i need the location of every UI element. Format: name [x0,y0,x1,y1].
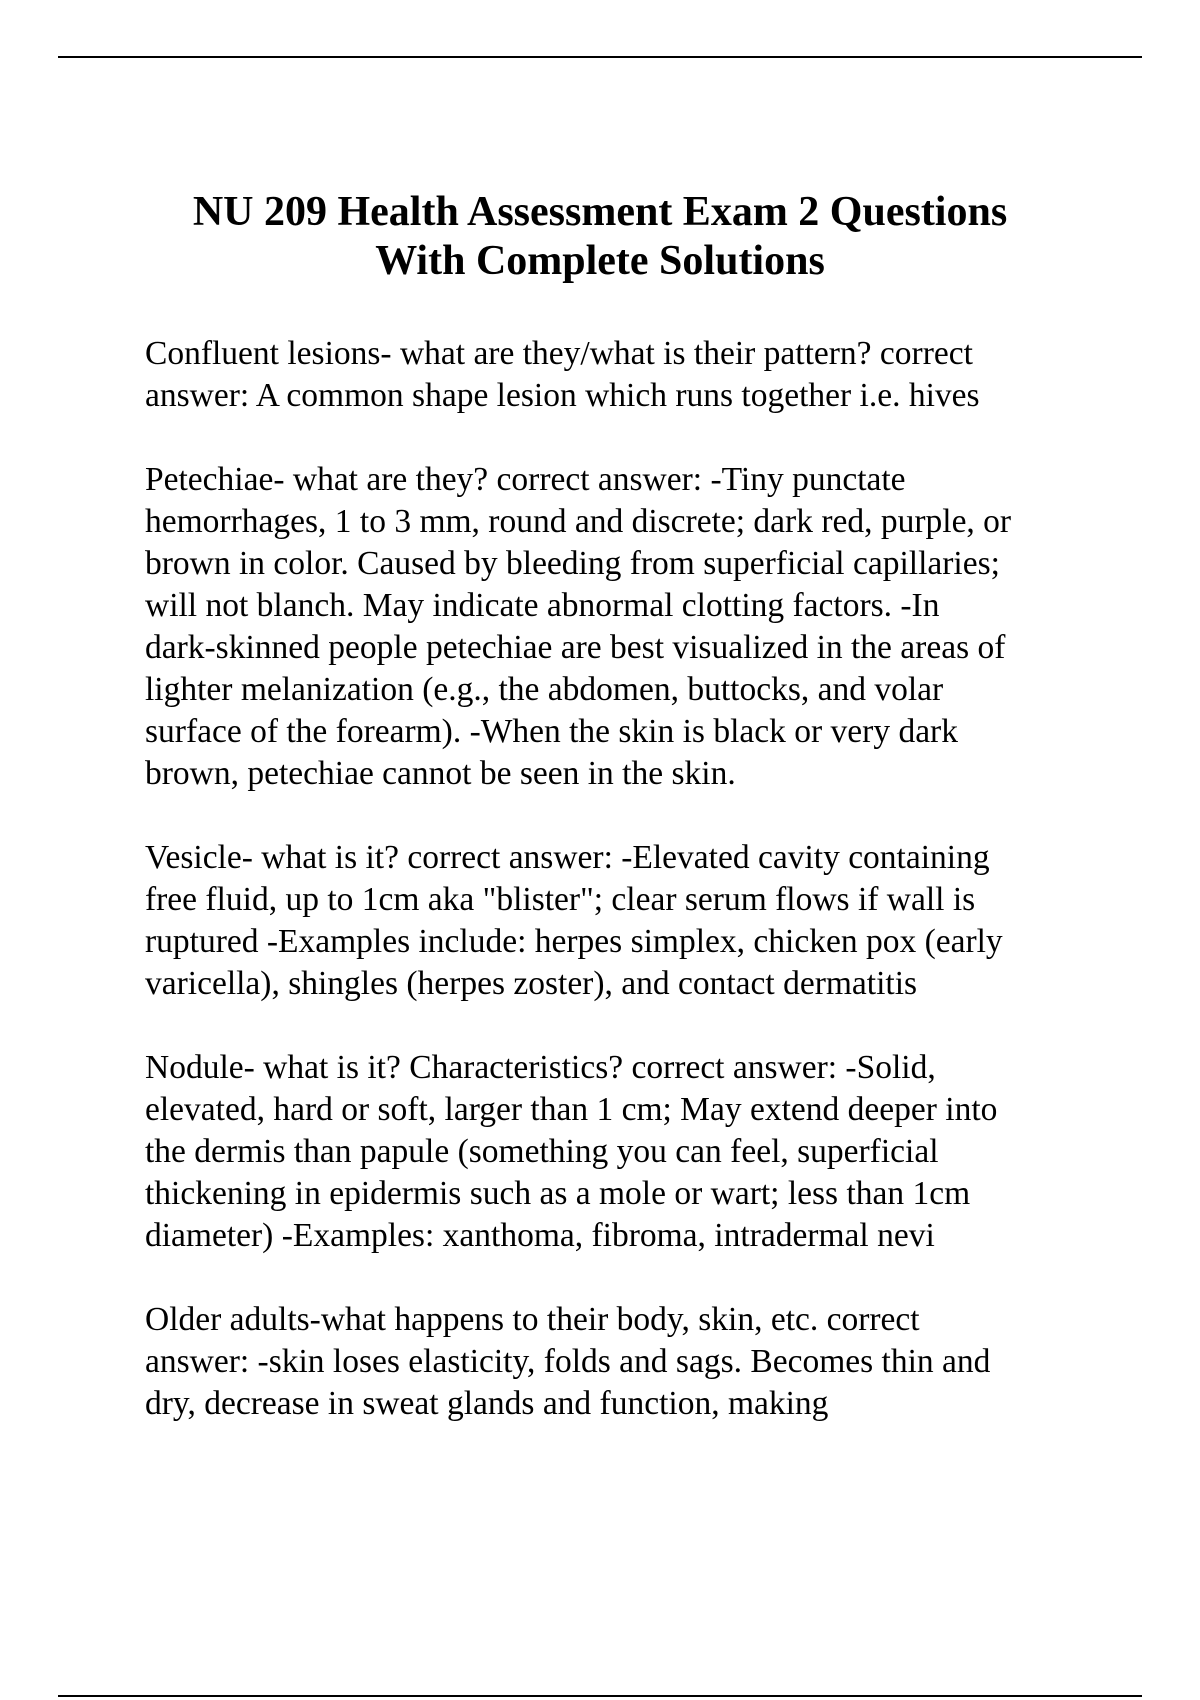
qa-entry-confluent-lesions [145,333,1105,417]
text-line: the dermis than papule (something you can feel, superficial [145,1133,939,1170]
text-line: lighter melanization (e.g., the abdomen, buttocks, and volar [145,671,944,708]
text-line: surface of the forearm). -When the skin is black or very dark [145,713,958,750]
qa-entry-vesicle [145,837,1105,1005]
text-line: Nodule- what is it? Characteristics? correct answer: -Solid, [145,1049,936,1086]
text-line: thickening in epidermis such as a mole or wart; less than 1cm [145,1175,971,1212]
text-line: diameter) -Examples: xanthoma, fibroma, intradermal nevi [145,1217,935,1254]
text-line: dry, decrease in sweat glands and function, making [145,1385,829,1422]
text-line: Vesicle- what is it? correct answer: -Elevated cavity containing [145,839,990,876]
text-line: Confluent lesions- what are they/what is their pattern? correct [145,335,973,372]
top-divider [58,56,1142,58]
text-line: hemorrhages, 1 to 3 mm, round and discrete; dark red, purple, or [145,503,1012,540]
qa-entry-petechiae [145,459,1105,795]
text-line: dark-skinned people petechiae are best visualized in the areas of [145,629,1006,666]
title-line-2: With Complete Solutions [375,238,825,284]
page-title [100,188,1100,286]
text-line: varicella), shingles (herpes zoster), and contact dermatitis [145,965,918,1002]
text-line: Older adults-what happens to their body, skin, etc. correct [145,1301,920,1338]
qa-entry-older-adults [145,1299,1105,1425]
text-line: will not blanch. May indicate abnormal clotting factors. -In [145,587,940,624]
text-line: Petechiae- what are they? correct answer: -Tiny punctate [145,461,906,498]
question-list [145,333,1105,1467]
title-line-1: NU 209 Health Assessment Exam 2 Questions [192,189,1008,235]
text-line: brown in color. Caused by bleeding from superficial capillaries; [145,545,1000,582]
text-line: answer: -skin loses elasticity, folds and sags. Becomes thin and [145,1343,991,1380]
qa-entry-nodule [145,1047,1105,1257]
text-line: free fluid, up to 1cm aka "blister"; clear serum flows if wall is [145,881,976,918]
text-line: ruptured -Examples include: herpes simplex, chicken pox (early [145,923,1003,960]
bottom-divider [58,1695,1142,1697]
text-line: elevated, hard or soft, larger than 1 cm; May extend deeper into [145,1091,998,1128]
text-line: answer: A common shape lesion which runs together i.e. hives [145,377,980,414]
text-line: brown, petechiae cannot be seen in the skin. [145,755,736,792]
